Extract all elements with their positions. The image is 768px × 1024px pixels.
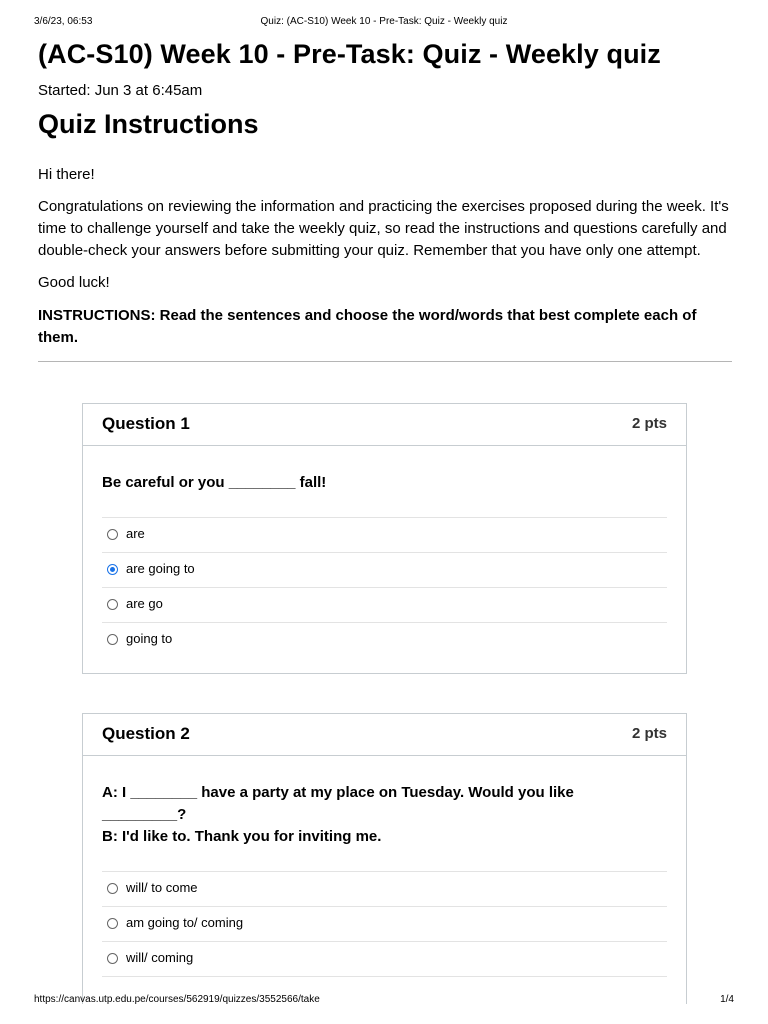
answer-option[interactable] [102,623,667,657]
answer-label: are going to [126,561,195,576]
answer-option[interactable] [102,553,667,588]
question-2 [82,713,687,1004]
instructions-heading: Quiz Instructions [38,109,259,139]
print-header [34,16,734,30]
question-text [102,782,667,848]
question-text [102,472,667,494]
answer-label: am going to/ coming [126,915,244,930]
answer-option[interactable] [102,588,667,623]
question-1 [82,403,687,674]
radio-button[interactable] [107,918,118,929]
answer-option[interactable] [102,942,667,977]
question-text-line: B: I'd like to. Thank you for inviting me. [102,828,382,845]
congrats-text: Congratulations on reviewing the information and practicing the exercises proposed during the week. It's time to challenge yourself and take the weekly quiz, so read the instructions and questions carefully and double-check your answers before submitting your quiz. Remember that you have only one attempt. [38,198,729,259]
answer-option[interactable] [102,907,667,942]
radio-button[interactable] [107,883,118,894]
print-url: https://canvas.utp.edu.pe/courses/562919/quizzes/3552566/take [34,994,320,1005]
instructions-text: INSTRUCTIONS: Read the sentences and choose the word/words that best complete each of them. [38,307,697,346]
radio-button[interactable] [107,953,118,964]
question-points: 2 pts [631,415,667,432]
divider [38,361,732,362]
question-points: 2 pts [631,725,667,742]
print-date: 3/6/23, 06:53 [34,16,93,27]
radio-button-selected[interactable] [107,564,118,575]
answer-list [102,517,667,657]
answer-label: will/ to come [126,880,198,895]
question-title: Question 2 [102,724,190,743]
print-footer [34,994,734,1008]
question-header [83,404,686,446]
quiz-content [38,38,732,362]
greeting-text: Hi there! [38,166,95,183]
answer-label: are [126,526,145,541]
answer-label: are go [126,596,163,611]
radio-button[interactable] [107,529,118,540]
answer-label: will/ coming [126,950,194,965]
page-number: 1/4 [720,994,734,1005]
quiz-title: (AC-S10) Week 10 - Pre-Task: Quiz - Weekly quiz [38,39,661,69]
answer-label: going to [126,631,173,646]
question-header [83,714,686,756]
question-text-line: Be careful or you ________ fall! [102,474,327,491]
answer-list [102,871,667,977]
print-title: Quiz: (AC-S10) Week 10 - Pre-Task: Quiz - Weekly quiz [260,16,508,27]
answer-option[interactable] [102,872,667,907]
radio-button[interactable] [107,599,118,610]
started-timestamp: Started: Jun 3 at 6:45am [38,82,203,99]
answer-option[interactable] [102,518,667,553]
question-text-line: _________? [102,806,187,823]
question-text-line: A: I ________ have a party at my place on Tuesday. Would you like [102,784,574,801]
question-title: Question 1 [102,414,190,433]
radio-button[interactable] [107,634,118,645]
good-luck-text: Good luck! [38,274,110,291]
